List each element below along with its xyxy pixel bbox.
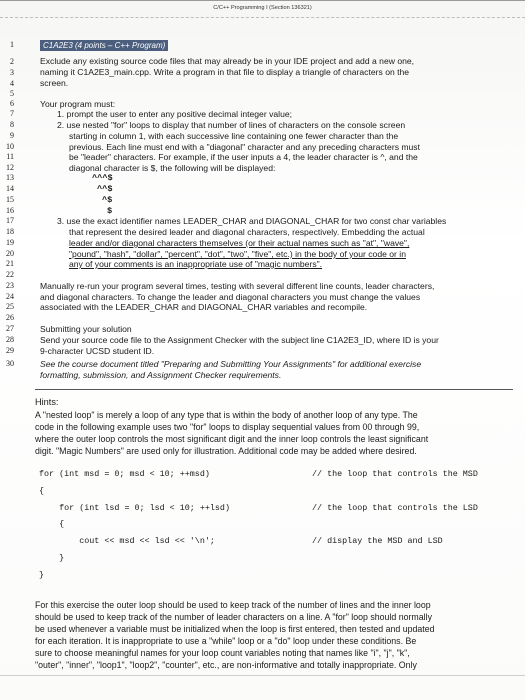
line-number: 13 [6, 173, 14, 182]
code-line: for (int lsd = 0; lsd < 10; ++lsd) [39, 503, 230, 513]
bottom-divider [0, 675, 525, 676]
closing-paragraph-line: sure to choose meaningful names for your loop count variables noting that names like "i", "j", "k", [35, 648, 410, 658]
exercise-title [40, 40, 168, 51]
see-line: See the course document titled "Preparing and Submitting Your Assignments" for additional exercise [40, 359, 422, 369]
code-line: cout << msd << lsd << '\n'; [39, 536, 215, 546]
must-label: Your program must: [40, 99, 116, 109]
page-header [0, 0, 525, 18]
see-line: formatting, submission, and Assignment Checker requirements. [40, 370, 282, 380]
submit-label: Submitting your solution [40, 324, 132, 334]
line-number: 23 [6, 281, 14, 290]
line-number: 27 [6, 324, 14, 333]
hints-paragraph-line: A "nested loop" is merely a loop of any type that is within the body of another loop of any type. The [35, 410, 418, 420]
closing-paragraph-line: should be used to keep track of the number of leader characters on a line. A "for" loop should normally [35, 612, 432, 622]
closing-paragraph-line: "outer", "inner", "loop1", "loop2", "counter", etc., are non-informative and totally inappropriate. Only [35, 660, 417, 670]
code-comment: // display the MSD and LSD [312, 536, 443, 546]
course-title: C/C++ Programming I (Section 136321) [213, 5, 312, 11]
requirement-3-line: leader and/or diagonal characters themselves (or their actual names such as "at", "wave", [69, 238, 410, 248]
line-number: 21 [6, 259, 14, 268]
triangle-line: $ [107, 206, 113, 216]
line-number: 17 [6, 216, 14, 225]
line-number: 30 [6, 359, 14, 368]
intro-line: naming it C1A2E3_main.cpp. Write a program in that file to display a triangle of characters on the [40, 67, 410, 77]
hints-paragraph-line: digit. "Magic Numbers" are used only for illustration. Additional code may be added where desired. [35, 446, 417, 456]
line-number: 6 [10, 99, 14, 108]
line-number: 11 [6, 152, 14, 161]
requirement-1: 1. prompt the user to enter any positive decimal integer value; [57, 109, 293, 119]
code-line: } [39, 570, 45, 580]
exercise-title-text: C1A2E3 (4 points – C++ Program) [43, 41, 166, 50]
line-number: 9 [10, 131, 14, 140]
closing-paragraph-line: For this exercise the outer loop should be used to keep track of the number of lines and the inner loop [35, 600, 431, 610]
line-number: 18 [6, 227, 14, 236]
line-number: 20 [6, 249, 14, 258]
line-number: 26 [6, 313, 14, 322]
line-number: 10 [6, 142, 14, 151]
requirement-2-line: diagonal character is $, the following will be displayed: [69, 163, 276, 173]
requirement-3-line: that represent the desired leader and diagonal characters, respectively. Embedding the actual [69, 227, 425, 237]
line-number: 15 [6, 195, 14, 204]
closing-paragraph-line: for each iteration. It is inappropriate to use a "while" loop or a "do" loop under these conditions. Be [35, 636, 417, 646]
hints-label: Hints: [35, 397, 59, 407]
rerun-line: Manually re-run your program several times, testing with several different line counts, leader characters, [40, 281, 435, 291]
requirement-3-line: 3. use the exact identifier names LEADER_CHAR and DIAGONAL_CHAR for two const char variables [57, 216, 447, 226]
line-number: 7 [10, 109, 14, 118]
line-number: 2 [10, 57, 14, 66]
line-number: 3 [10, 68, 14, 77]
intro-line: Exclude any existing source code files that may already be in your IDE project and add a new one, [40, 56, 415, 66]
triangle-line: ^$ [102, 195, 113, 205]
line-number: 29 [6, 346, 14, 355]
code-comment: // the loop that controls the MSD [312, 469, 478, 479]
closing-paragraph-line: be used whenever a variable must be initialized when the loop is first entered, then tested and updated [35, 624, 435, 634]
hints-paragraph-line: where the outer loop controls the most significant digit and the inner loop controls the least significant [35, 434, 429, 444]
code-line: } [39, 553, 65, 563]
line-number: 12 [6, 163, 14, 172]
line-number: 22 [6, 270, 14, 279]
line-number: 5 [10, 89, 14, 98]
requirement-2-line: previous. Each line must end with a "diagonal" character and any preceding characters must [69, 142, 420, 152]
line-number: 24 [6, 292, 14, 301]
section-divider [35, 389, 513, 390]
rerun-line: associated with the LEADER_CHAR and DIAGONAL_CHAR variables and recompile. [40, 302, 368, 312]
code-comment: // the loop that controls the LSD [312, 503, 478, 513]
line-number: 19 [6, 238, 14, 247]
code-line: { [39, 519, 65, 529]
hints-paragraph-line: code in the following example uses two "for" loops to display sequential values from 00 through 99, [35, 422, 420, 432]
triangle-line: ^^$ [97, 184, 113, 194]
requirement-3-line: any of your comments is an inappropriate use of "magic numbers". [69, 259, 323, 269]
requirement-2-line: starting in column 1, with each successive line containing one fewer character than the [69, 131, 399, 141]
line-number: 25 [6, 302, 14, 311]
line-number: 1 [10, 40, 14, 49]
line-number: 16 [6, 206, 14, 215]
rerun-line: and diagonal characters. To change the leader and diagonal characters you must change the values [40, 292, 421, 302]
requirement-3-line: "pound", "hash", "dollar", "percent", "dot", "two", "five", etc.) in the body of your code or in [69, 249, 406, 259]
code-line: for (int msd = 0; msd < 10; ++msd) [39, 469, 210, 479]
intro-line: screen. [40, 78, 69, 88]
submit-line: 9-character UCSD student ID. [40, 346, 155, 356]
triangle-line: ^^^$ [92, 173, 113, 183]
line-number: 28 [6, 335, 14, 344]
code-line: { [39, 486, 45, 496]
requirement-2-line: be "leader" characters. For example, if the user inputs a 4, the leader character is ^, and the [69, 152, 418, 162]
submit-line: Send your source code file to the Assignment Checker with the subject line C1A2E3_ID, where ID is your [40, 335, 439, 345]
line-number: 4 [10, 79, 14, 88]
line-number: 8 [10, 120, 14, 129]
line-number: 14 [6, 184, 14, 193]
requirement-2-line: 2. use nested "for" loops to display that number of lines of characters on the console screen [57, 120, 406, 130]
